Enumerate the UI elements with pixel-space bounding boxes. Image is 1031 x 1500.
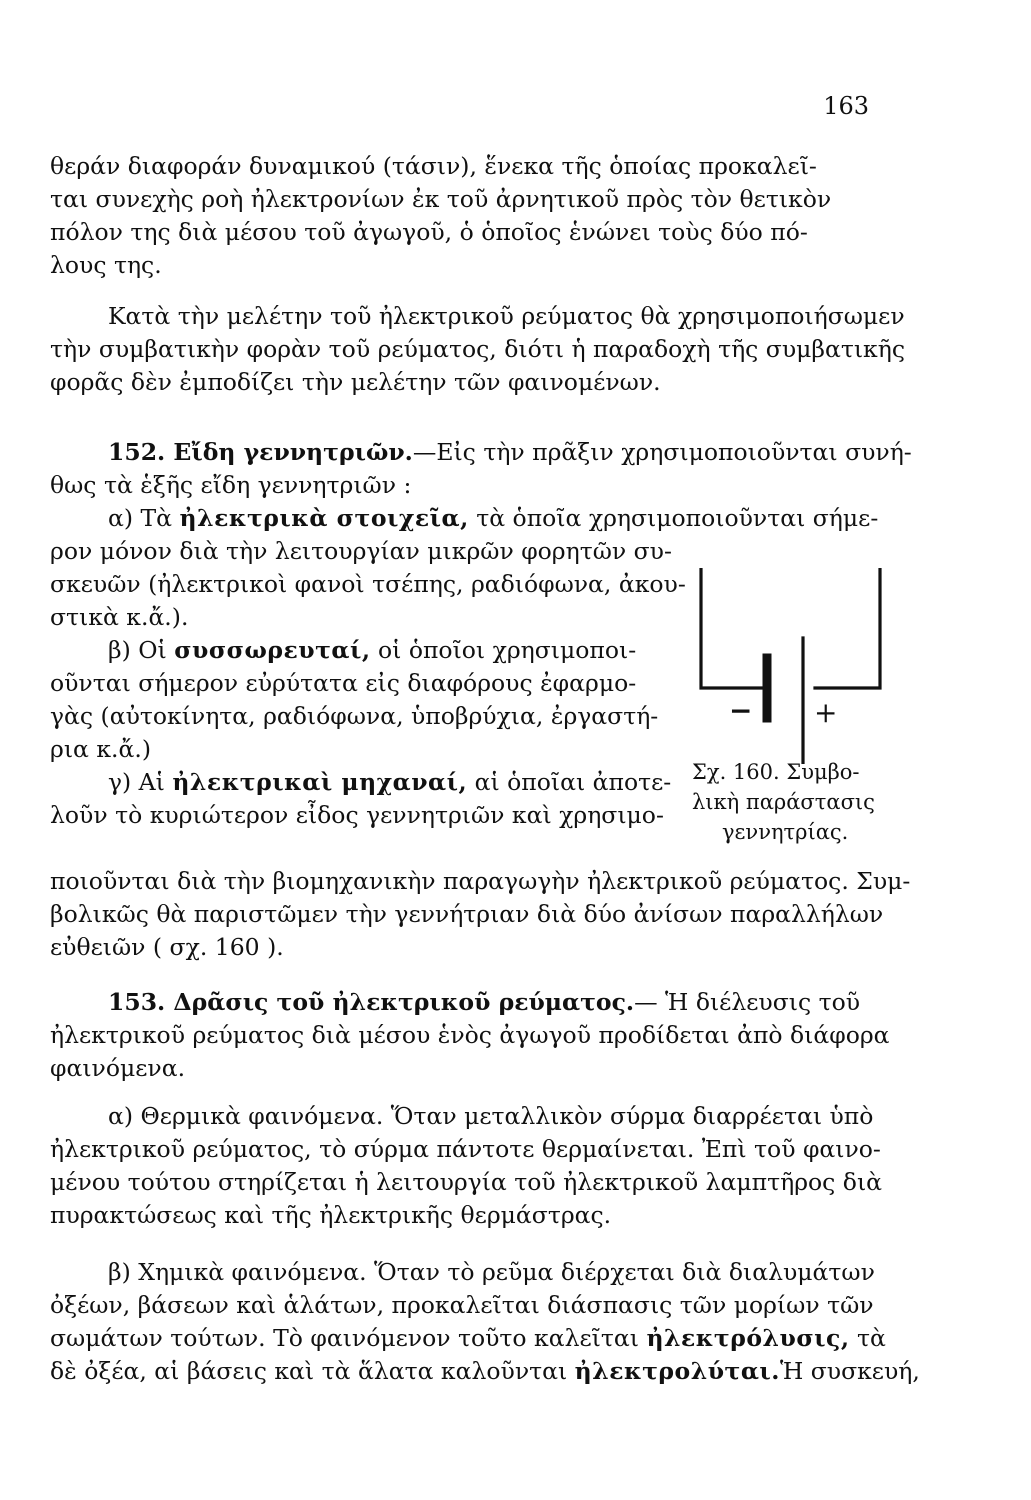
text-span: β) Οἱ: [108, 636, 175, 664]
section-153-heading: 153. Δρᾶσις τοῦ ἠλεκτρικοῦ ρεύματος.: [108, 988, 635, 1016]
text-span: δὲ ὀξέα, αἱ βάσεις καὶ τὰ ἅλατα καλοῦνται: [50, 1357, 575, 1385]
text-span: αἱ ὁποῖαι ἀποτε-: [467, 768, 672, 796]
section-heading-line: [50, 436, 912, 469]
bold-term: ἠλεκτρολύται.: [574, 1357, 780, 1385]
intro-paragraph: [50, 150, 880, 282]
text-line: εὐθειῶν ( σχ. 160 ).: [50, 933, 284, 961]
text-line: β) Χημικὰ φαινόμενα. Ὅταν τὸ ρεῦμα διέρχεται διὰ διαλυμάτων: [108, 1258, 875, 1286]
section-heading-line: [50, 986, 880, 1019]
text-line-with-term: [50, 1355, 920, 1388]
text-line: ται συνεχὴς ροὴ ἠλεκτρονίων ἐκ τοῦ ἀρνητικοῦ πρὸς τὸν θετικὸν: [50, 185, 832, 213]
text-line: φορᾶς δὲν ἐμποδίζει τὴν μελέτην τῶν φαινομένων.: [50, 368, 661, 396]
left-wire: [701, 568, 761, 688]
text-line: πόλον της διὰ μέσου τοῦ ἀγωγοῦ, ὁ ὁποῖος ἑνώνει τοὺς δύο πό-: [50, 218, 808, 246]
thermal-paragraph: [50, 1100, 883, 1232]
text-span: — Ἡ διέλευσις τοῦ: [634, 988, 861, 1016]
text-span: α) Τὰ: [108, 504, 180, 532]
convention-paragraph: [50, 300, 905, 399]
right-wire: [815, 568, 880, 688]
bold-term: ἠλεκτρικαὶ μηχαναί,: [172, 768, 468, 796]
item-a-line: [50, 502, 880, 535]
bold-term: συσσωρευταί,: [174, 636, 371, 664]
text-line: βολικῶς θὰ παριστῶμεν τὴν γεννήτριαν διὰ δύο ἀνίσων παραλλήλων: [50, 900, 884, 928]
text-line: οῦνται σήμερον εὐρύτατα εἰς διαφόρους ἐφαρμο-: [50, 669, 637, 697]
section-152-cont: [50, 865, 911, 964]
caption-line: λικὴ παράστασις: [692, 790, 875, 814]
chemical-paragraph: [50, 1256, 920, 1388]
section-152-heading: 152. Εἴδη γεννητριῶν.: [108, 438, 413, 466]
plus-sign: +: [814, 696, 838, 729]
text-line: ποιοῦνται διὰ τὴν βιομηχανικὴν παραγωγὴν ἠλεκτρικοῦ ρεύματος. Συμ-: [50, 867, 911, 895]
text-line: στικὰ κ.ἄ.).: [50, 603, 189, 631]
text-line: πυρακτώσεως καὶ τῆς ἠλεκτρικῆς θερμάστρας.: [50, 1201, 612, 1229]
text-line: λοῦν τὸ κυριώτερον εἶδος γεννητριῶν καὶ χρησιμο-: [50, 801, 664, 829]
text-line: φαινόμενα.: [50, 1054, 186, 1082]
caption-line: Σχ. 160. Συμβο-: [692, 760, 860, 784]
text-span: τὰ ὁποῖα χρησιμοποιοῦνται σήμε-: [468, 504, 879, 532]
text-line: σκευῶν (ἠλεκτρικοὶ φανοὶ τσέπης, ραδιόφωνα, ἀκου-: [50, 570, 686, 598]
figure-caption: [692, 757, 892, 847]
text-span: —Εἰς τὴν πρᾶξιν χρησιμοποιοῦνται συνή-: [412, 438, 912, 466]
bold-term: ἠλεκτρόλυσις,: [646, 1324, 850, 1352]
section-152-narrow: [50, 535, 690, 832]
caption-line: γεννητρίας.: [722, 820, 849, 844]
text-line: ὀξέων, βάσεων καὶ ἁλάτων, προκαλεῖται διάσπασις τῶν μορίων τῶν: [50, 1291, 874, 1319]
item-b-line: [50, 634, 690, 667]
text-span: τὰ: [849, 1324, 886, 1352]
text-line: θεράν διαφοράν δυναμικού (τάσιν), ἕνεκα τῆς ὁποίας προκαλεῖ-: [50, 152, 817, 180]
text-span: οἱ ὁποῖοι χρησιμοποι-: [370, 636, 637, 664]
generator-symbol-figure: [695, 568, 885, 764]
bold-term: ἠλεκτρικὰ στοιχεῖα,: [179, 504, 469, 532]
item-c-line: [50, 766, 690, 799]
text-line: α) Θερμικὰ φαινόμενα. Ὅταν μεταλλικὸν σύρμα διαρρέεται ὑπὸ: [108, 1102, 874, 1130]
text-line: μένου τούτου στηρίζεται ἡ λειτουργία τοῦ ἠλεκτρικοῦ λαμπτῆρος διὰ: [50, 1168, 883, 1196]
minus-sign: −: [729, 694, 753, 727]
text-line: ἠλεκτρικοῦ ρεύματος, τὸ σύρμα πάντοτε θερμαίνεται. Ἐπὶ τοῦ φαινο-: [50, 1135, 881, 1163]
text-line: Κατὰ τὴν μελέτην τοῦ ἠλεκτρικοῦ ρεύματος θὰ χρησιμοποιήσωμεν: [108, 302, 905, 330]
text-line: θως τὰ ἑξῆς εἴδη γεννητριῶν :: [50, 471, 412, 499]
section-152: [50, 436, 912, 535]
text-line: λους της.: [50, 251, 162, 279]
section-153: [50, 986, 890, 1085]
text-line: ρια κ.ἄ.): [50, 735, 152, 763]
text-span: γ) Αἱ: [108, 768, 173, 796]
text-line: ρον μόνον διὰ τὴν λειτουργίαν μικρῶν φορητῶν συ-: [50, 537, 672, 565]
text-span: Ἡ συσκευή,: [779, 1357, 920, 1385]
text-line-with-term: [50, 1322, 886, 1355]
text-line: ἠλεκτρικοῦ ρεύματος διὰ μέσου ἑνὸς ἀγωγοῦ προδίδεται ἀπὸ διάφορα: [50, 1021, 890, 1049]
text-line: γὰς (αὐτοκίνητα, ραδιόφωνα, ὑποβρύχια, ἐργαστή-: [50, 702, 659, 730]
page-number: 163: [823, 92, 869, 120]
text-line: τὴν συμβατικὴν φορὰν τοῦ ρεύματος, διότι ἡ παραδοχὴ τῆς συμβατικῆς: [50, 335, 905, 363]
text-span: σωμάτων τούτων. Τὸ φαινόμενον τοῦτο καλεῖται: [50, 1324, 647, 1352]
